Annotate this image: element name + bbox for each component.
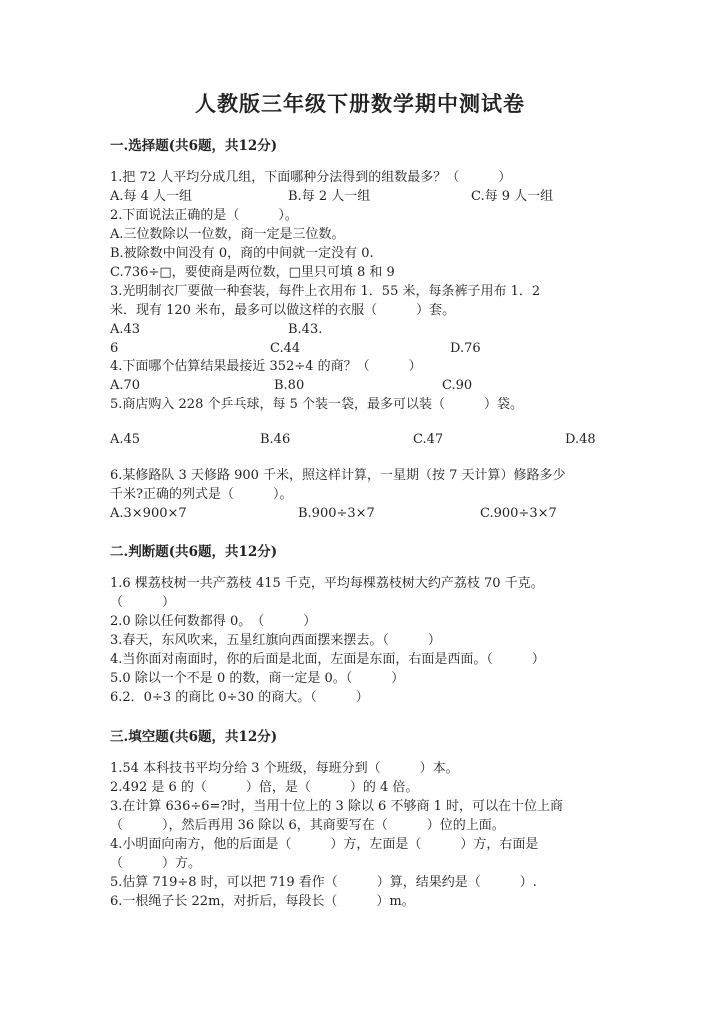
judge-item: 1.6 棵荔枝树一共产荔枝 415 千克，平均每棵荔枝树大约产荔枝 70 千克。 <box>110 576 544 591</box>
question-stem: 2.下面说法正确的是（ ）。 <box>110 208 298 223</box>
section-heading-judge: 二.判断题(共6题，共12分) <box>110 544 278 560</box>
question-stem: 3.光明制衣厂要做一种套装，每件上衣用布 1．55 米，每条裤子用布 1．2 <box>110 284 541 299</box>
option-a: A.3×900×7 <box>110 506 187 521</box>
option-b: B.每 2 人一组 <box>288 189 371 204</box>
option-c: C.47 <box>413 432 444 447</box>
section-heading-choice: 一.选择题(共6题，共12分) <box>110 138 278 154</box>
judge-item: 4.当你面对南面时，你的后面是北面，左面是东面，右面是西面。（ ） <box>110 652 545 667</box>
fill-item-cont: （ ），然后再用 36 除以 6，其商要写在（ ）位的上面。 <box>110 818 505 833</box>
section-heading-fill: 三.填空题(共6题，共12分) <box>110 729 278 745</box>
option-b: B.被除数中间没有 0，商的中间就一定没有 0. <box>110 246 374 261</box>
fill-item: 5.估算 719÷8 时，可以把 719 看作（ ）算，结果约是（ ）. <box>110 875 537 890</box>
option-d: D.48 <box>565 432 596 447</box>
judge-item-cont: （ ） <box>110 595 176 610</box>
fill-item: 3.在计算 636÷6=?时，当用十位上的 3 除以 6 不够商 1 时，可以在十位上商 <box>110 799 563 814</box>
question-stem: 4.下面哪个估算结果最接近 352÷4 的商？（ ） <box>110 359 422 374</box>
judge-item: 5.0 除以一个不是 0 的数，商一定是 0。（ ） <box>110 671 405 686</box>
fill-item: 6.一根绳子长 22m，对折后，每段长（ ）m。 <box>110 894 415 909</box>
option-b-cont: 6 <box>110 341 119 356</box>
option-a: A.70 <box>110 378 141 393</box>
fill-item-cont: （ ）方。 <box>110 856 202 871</box>
question-stem: 6.某修路队 3 天修路 900 千米，照这样计算，一星期（按 7 天计算）修路多少 <box>110 468 566 483</box>
option-c: C.900÷3×7 <box>480 506 557 521</box>
judge-item: 6.2．0÷3 的商比 0÷30 的商大。（ ） <box>110 690 369 705</box>
question-stem-cont: 千米?正确的列式是（ ）。 <box>110 487 293 502</box>
option-c: C.每 9 人一组 <box>471 189 554 204</box>
option-a: A.45 <box>110 432 141 447</box>
question-stem: 5.商店购入 228 个乒乓球，每 5 个装一袋，最多可以装（ ）袋。 <box>110 397 524 412</box>
judge-item: 3.春天，东风吹来，五星红旗向西面摆来摆去。（ ） <box>110 633 441 648</box>
fill-item: 2.492 是 6 的（ ）倍，是（ ）的 4 倍。 <box>110 780 419 795</box>
option-a: A.43 <box>110 322 141 337</box>
question-stem-cont: 米．现有 120 米布，最多可以做这样的衣服（ ）套。 <box>110 303 456 318</box>
option-b: B.43. <box>288 322 323 337</box>
option-d: D.76 <box>450 341 481 356</box>
option-b: B.46 <box>260 432 291 447</box>
fill-item: 1.54 本科技书平均分给 3 个班级，每班分到（ ）本。 <box>110 761 459 776</box>
option-a: A.每 4 人一组 <box>110 189 193 204</box>
option-c: C.44 <box>270 341 301 356</box>
option-c: C.736÷□，要使商是两位数，□里只可填 8 和 9 <box>110 265 395 280</box>
option-b: B.900÷3×7 <box>298 506 375 521</box>
page-title: 人教版三年级下册数学期中测试卷 <box>195 91 525 116</box>
option-a: A.三位数除以一位数，商一定是三位数。 <box>110 227 345 242</box>
option-b: B.80 <box>274 378 305 393</box>
option-c: C.90 <box>442 378 473 393</box>
question-stem: 1.把 72 人平均分成几组，下面哪种分法得到的组数最多？（ ） <box>110 170 512 185</box>
judge-item: 2.0 除以任何数都得 0。 （ ） <box>110 614 317 629</box>
fill-item: 4.小明面向南方，他的后面是（ ）方，左面是（ ）方，右面是 <box>110 837 539 852</box>
